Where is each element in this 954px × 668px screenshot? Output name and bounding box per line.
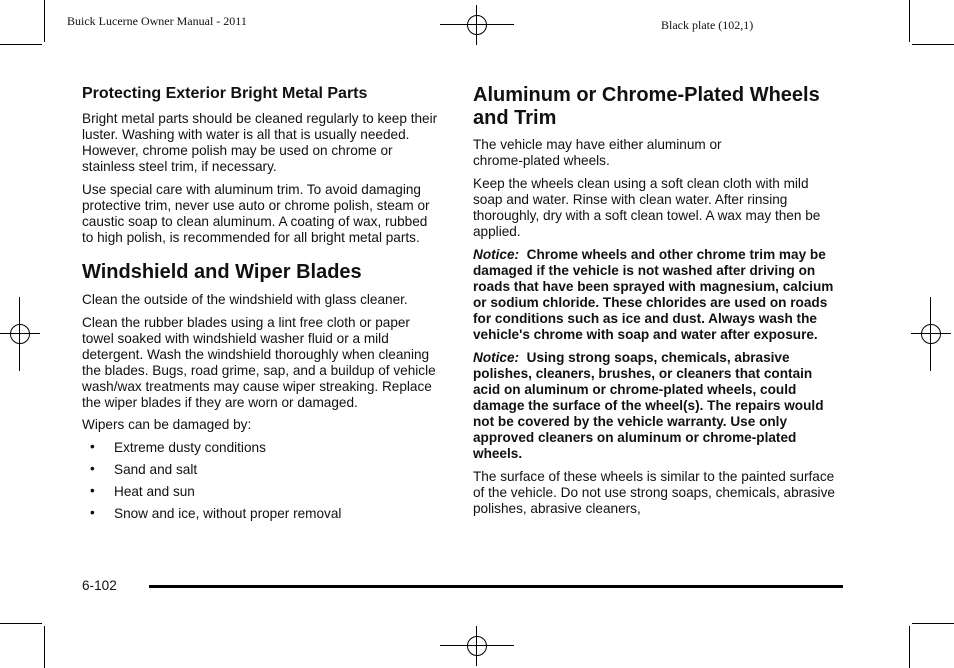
notice-chrome-damage xyxy=(473,247,839,343)
notice-text: Chrome wheels and other chrome trim may be damaged if the vehicle is not washed after driving on roads that have been sprayed with magnesium, calcium or sodium chloride. These chlorides are used on roads for conditions such as ice and dust. Always wash the vehicle's chrome with soap and water after exposure. xyxy=(473,247,834,342)
heading-line: and Trim xyxy=(473,107,557,129)
notice-label: Notice: xyxy=(473,350,520,365)
crop-mark-br-horizontal xyxy=(912,623,954,624)
list-item-text: Heat and sun xyxy=(114,484,195,499)
crop-mark-tr-horizontal xyxy=(912,44,954,45)
paragraph: Bright metal parts should be cleaned regularly to keep their luster. Washing with water is all that is usually needed. However, chrome polish may be used on chrome or stainless steel trim, if necessary. xyxy=(82,111,438,174)
bullet-icon: • xyxy=(90,439,95,454)
notice-strong-soaps xyxy=(473,350,839,462)
list-item-text: Extreme dusty conditions xyxy=(114,440,266,455)
right-column xyxy=(473,84,839,517)
heading-line: Aluminum or Chrome-Plated Wheels xyxy=(473,84,820,106)
crop-mark-tl-vertical xyxy=(44,0,45,42)
registration-mark-left xyxy=(0,314,40,354)
list-item xyxy=(82,506,438,522)
paragraph: Clean the rubber blades using a lint free cloth or paper towel soaked with windshield washer fluid or a mild detergent. Wash the windshield thoroughly when cleaning the blades. Bugs, road grime, sap, and a buildup of vehicle wash/wax treatments may cause wiper streaking. Replace the wiper blades if they are worn or damaged. xyxy=(82,315,436,410)
registration-line-bottom xyxy=(440,645,514,646)
paragraph: The surface of these wheels is similar to the painted surface of the vehicle. Do not use strong soaps, chemicals, abrasive polishes, abrasive cleaners, xyxy=(473,469,835,516)
crop-mark-tr-vertical xyxy=(909,0,910,42)
header-manual-title: Buick Lucerne Owner Manual - 2011 xyxy=(67,14,247,28)
registration-mark-right xyxy=(911,314,951,354)
bullet-icon: • xyxy=(90,483,95,498)
paragraph: The vehicle may have either aluminum or chrome-plated wheels. xyxy=(473,137,722,168)
registration-mark-top xyxy=(457,5,497,45)
notice-label: Notice: xyxy=(473,247,520,262)
registration-mark-bottom xyxy=(457,626,497,666)
crop-mark-bl-vertical xyxy=(44,626,45,668)
list-item xyxy=(82,462,438,478)
left-column xyxy=(82,84,438,528)
heading-aluminum-chrome-wheels xyxy=(473,84,839,130)
list-item-text: Sand and salt xyxy=(114,462,198,477)
bullet-icon: • xyxy=(90,505,95,520)
registration-line-left-v xyxy=(19,297,20,371)
list-item-text: Snow and ice, without proper removal xyxy=(114,506,342,521)
header-plate-info: Black plate (102,1) xyxy=(661,18,754,32)
paragraph: Keep the wheels clean using a soft clean cloth with mild soap and water. Rinse with clean water. After rinsing thoroughly, dry with a soft clean towel. A wax may then be applied. xyxy=(473,176,821,239)
registration-line-right-v xyxy=(930,297,931,371)
registration-line-top xyxy=(440,24,514,25)
footer-rule xyxy=(149,585,843,588)
heading-windshield-wiper-blades: Windshield and Wiper Blades xyxy=(82,261,362,283)
list-item xyxy=(82,440,438,456)
crop-mark-tl-horizontal xyxy=(0,44,42,45)
paragraph: Wipers can be damaged by: xyxy=(82,417,252,432)
page-number: 6-102 xyxy=(82,578,117,593)
list-item xyxy=(82,484,438,500)
wiper-damage-list xyxy=(82,440,438,522)
paragraph: Use special care with aluminum trim. To avoid damaging protective trim, never use auto or chrome polish, steam or caustic soap to clean aluminum. A coating of wax, rubbed to high polish, is recommended for all bright metal parts. xyxy=(82,182,430,245)
paragraph: Clean the outside of the windshield with glass cleaner. xyxy=(82,292,408,307)
bullet-icon: • xyxy=(90,461,95,476)
notice-text: Using strong soaps, chemicals, abrasive polishes, cleaners, brushes, or cleaners that contain acid on aluminum or chrome-plated wheels, could damage the surface of the wheel(s). The repairs would not be covered by the vehicle warranty. Use only approved cleaners on aluminum or chrome-plated wheels. xyxy=(473,350,824,461)
crop-mark-bl-horizontal xyxy=(0,623,42,624)
heading-bright-metal-parts: Protecting Exterior Bright Metal Parts xyxy=(82,85,368,102)
crop-mark-br-vertical xyxy=(909,626,910,668)
